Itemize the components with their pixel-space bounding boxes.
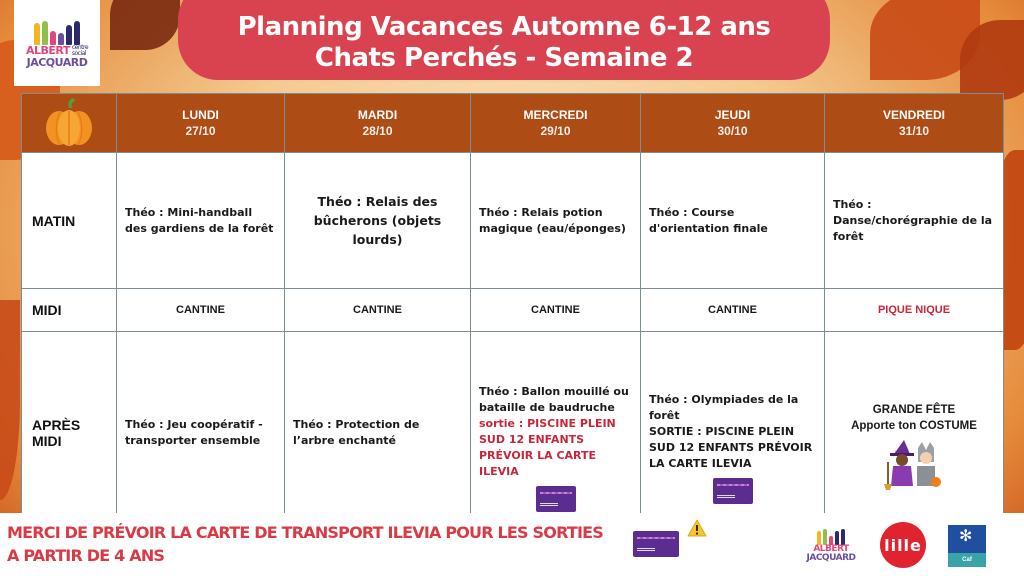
albert-jacquard-logo [14, 0, 100, 86]
day-date: 30/10 [717, 124, 748, 138]
ville-de-lille-logo [880, 522, 926, 568]
schedule-row-apres-midi [22, 332, 1004, 535]
transport-notice-line: MERCI DE PRÉVOIR LA CARTE DE TRANSPORT ILEVIA POUR LES SORTIES [7, 523, 604, 542]
slot-label-midi: MIDI [22, 289, 117, 332]
day-date: 28/10 [362, 124, 393, 138]
ilevia-card-icon [536, 486, 576, 512]
autumn-leaf-decoration [110, 0, 180, 50]
logo-name-part2: JACQUARD [26, 55, 88, 69]
activity-text: Théo : Olympiades de la forêt [649, 393, 799, 422]
pumpkin-icon [43, 98, 95, 148]
activity-cell: Théo : Danse/chorégraphie de la forêt [825, 153, 1004, 289]
slot-label-apres-midi [22, 332, 117, 535]
day-date: 27/10 [185, 124, 216, 138]
day-header-vendredi [825, 94, 1004, 153]
logo-tagline: social [71, 49, 86, 57]
caf-star-icon: ✻ [959, 528, 973, 545]
transport-notice-line: A PARTIR DE 4 ANS [7, 546, 165, 565]
schedule-row-matin [22, 153, 1004, 289]
day-header-mercredi [471, 94, 641, 153]
activity-cell-jeudi [641, 332, 825, 535]
lunch-cell: CANTINE [285, 289, 471, 332]
logo-tagline: centre [71, 43, 89, 51]
day-date: 31/10 [898, 124, 930, 138]
lunch-cell: CANTINE [471, 289, 641, 332]
activity-cell: Théo : Mini-handball des gardiens de la forêt [117, 153, 285, 289]
activity-cell: Théo : Course d'orientation finale [641, 153, 825, 289]
party-title: GRANDE FÊTE [872, 404, 956, 416]
party-subtitle: Apporte ton COSTUME [851, 420, 977, 432]
footer-bar [0, 513, 1024, 576]
page-title-banner [178, 0, 830, 80]
logo-name-part2: JACQUARD [806, 553, 856, 563]
corner-cell [22, 94, 117, 153]
outing-text: SORTIE : PISCINE PLEIN SUD 12 ENFANTS PRÉVOIR LA CARTE ILEVIA [649, 425, 813, 470]
activity-cell: Théo : Jeu coopératif - transporter ensemble [117, 332, 285, 535]
page-subtitle: Chats Perchés - Semaine 2 [314, 43, 694, 73]
day-name: MERCREDI [523, 108, 588, 122]
day-header-jeudi [641, 94, 825, 153]
schedule-table [21, 93, 1004, 535]
schedule-header-row [22, 94, 1004, 153]
schedule-row-midi [22, 289, 1004, 332]
day-header-mardi [285, 94, 471, 153]
activity-cell: Théo : Protection de l’arbre enchanté [285, 332, 471, 535]
day-name: LUNDI [182, 108, 219, 122]
albert-jacquard-logo-small [800, 519, 862, 571]
costume-kids-icon [884, 440, 944, 490]
family-icon [817, 527, 845, 545]
logo-name-part1: ALBERT [25, 44, 70, 57]
family-icon [34, 19, 80, 45]
day-name: VENDREDI [882, 108, 945, 122]
day-name: MARDI [357, 108, 398, 122]
slot-label-line: APRÈS [32, 417, 81, 433]
ilevia-card-icon [633, 531, 679, 557]
caf-logo [948, 525, 986, 567]
day-name: JEUDI [714, 108, 751, 122]
lille-label: lille [884, 535, 922, 555]
day-header-lundi [117, 94, 285, 153]
lunch-cell-picnic: PIQUE NIQUE [825, 289, 1004, 332]
activity-cell: Théo : Relais potion magique (eau/éponges) [471, 153, 641, 289]
caf-label: Caf [948, 553, 986, 567]
autumn-leaf-decoration [0, 300, 20, 500]
ilevia-card-icon [713, 478, 753, 504]
lunch-cell: CANTINE [117, 289, 285, 332]
day-date: 29/10 [540, 124, 571, 138]
activity-cell-vendredi [825, 332, 1004, 535]
activity-cell-mercredi [471, 332, 641, 535]
activity-cell: Théo : Relais des bûcherons (objets lourds) [285, 153, 471, 289]
transport-notice [7, 521, 603, 567]
slot-label-matin: MATIN [22, 153, 117, 289]
warning-icon [687, 519, 707, 537]
activity-text: Théo : Ballon mouillé ou bataille de baudruche [479, 385, 629, 414]
logo-name-part1: ALBERT [813, 544, 849, 554]
page-title: Planning Vacances Automne 6-12 ans [237, 12, 771, 42]
lunch-cell: CANTINE [641, 289, 825, 332]
autumn-leaf-decoration [960, 20, 1024, 100]
outing-text: sortie : PISCINE PLEIN SUD 12 ENFANTS PRÉVOIR LA CARTE ILEVIA [479, 417, 616, 478]
slot-label-line: MIDI [32, 433, 62, 449]
